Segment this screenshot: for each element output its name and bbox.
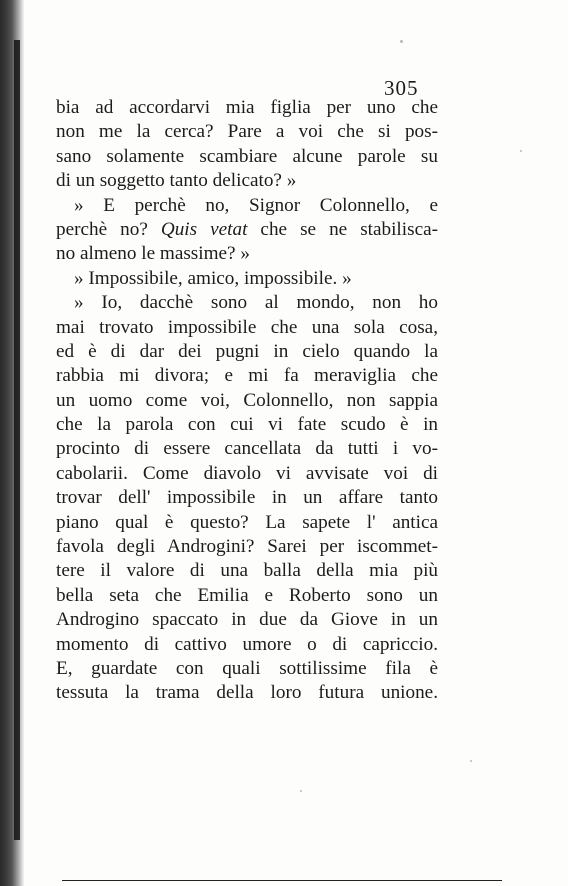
paper-speck (470, 760, 472, 762)
text-line: bella seta che Emilia e Roberto sono un (56, 584, 438, 606)
text-line: bia ad accordarvi mia figlia per uno che (56, 97, 438, 118)
text-line: ed è di dar dei pugni in cielo quando la (56, 340, 438, 362)
text-line: tere il valore di una balla della mia più (56, 560, 438, 582)
text-line: un uomo come voi, Colonnello, non sappia (56, 389, 438, 411)
page-number: 305 (384, 76, 419, 100)
text-line: procinto di essere cancellata da tutti i vo- (56, 438, 438, 460)
text-line: favola degli Androgini? Sarei per iscommet- (56, 536, 438, 558)
paper-speck (300, 790, 302, 792)
body-text (56, 96, 438, 706)
text-line: » Impossibile, amico, impossibile. » (74, 267, 352, 289)
text-line (56, 218, 438, 242)
text-line: » Io, dacchè sono al mondo, non ho (74, 292, 438, 314)
spine-shadow (14, 40, 20, 840)
text-line: no almeno le massime? » (56, 243, 250, 265)
text-line: che la parola con cui vi fate scudo è in (56, 414, 438, 436)
text-segment: perchè no? (56, 218, 161, 240)
bottom-rule (62, 880, 502, 881)
text-line: sano solamente scambiare alcune parole su (56, 145, 438, 167)
text-segment: che se ne stabilisca- (247, 218, 438, 240)
text-line: non me la cerca? Pare a voi che si pos- (56, 121, 438, 143)
text-line: mai trovato impossibile che una sola cosa, (56, 316, 438, 338)
text-line: Androgino spaccato in due da Giove in un (56, 609, 438, 631)
text-line: piano qual è questo? La sapete l' antica (56, 511, 438, 533)
text-line: trovar dell' impossibile in un affare tanto (56, 487, 438, 509)
paper-speck (520, 150, 522, 152)
text-line: cabolarii. Come diavolo vi avvisate voi di (56, 462, 438, 484)
text-line: tessuta la trama della loro futura unione. (56, 682, 438, 704)
paper-speck (400, 40, 403, 43)
latin-phrase: Quis vetat (160, 218, 248, 240)
text-line: E, guardate con quali sottilissime fila è (56, 657, 438, 679)
text-line: » E perchè no, Signor Colonnello, e (74, 194, 438, 216)
book-spine-edge (0, 0, 24, 886)
text-line: di un soggetto tanto delicato? » (56, 170, 297, 192)
text-line: rabbia mi divora; e mi fa meraviglia che (56, 365, 438, 387)
text-line: momento di cattivo umore o di capriccio. (56, 633, 438, 655)
